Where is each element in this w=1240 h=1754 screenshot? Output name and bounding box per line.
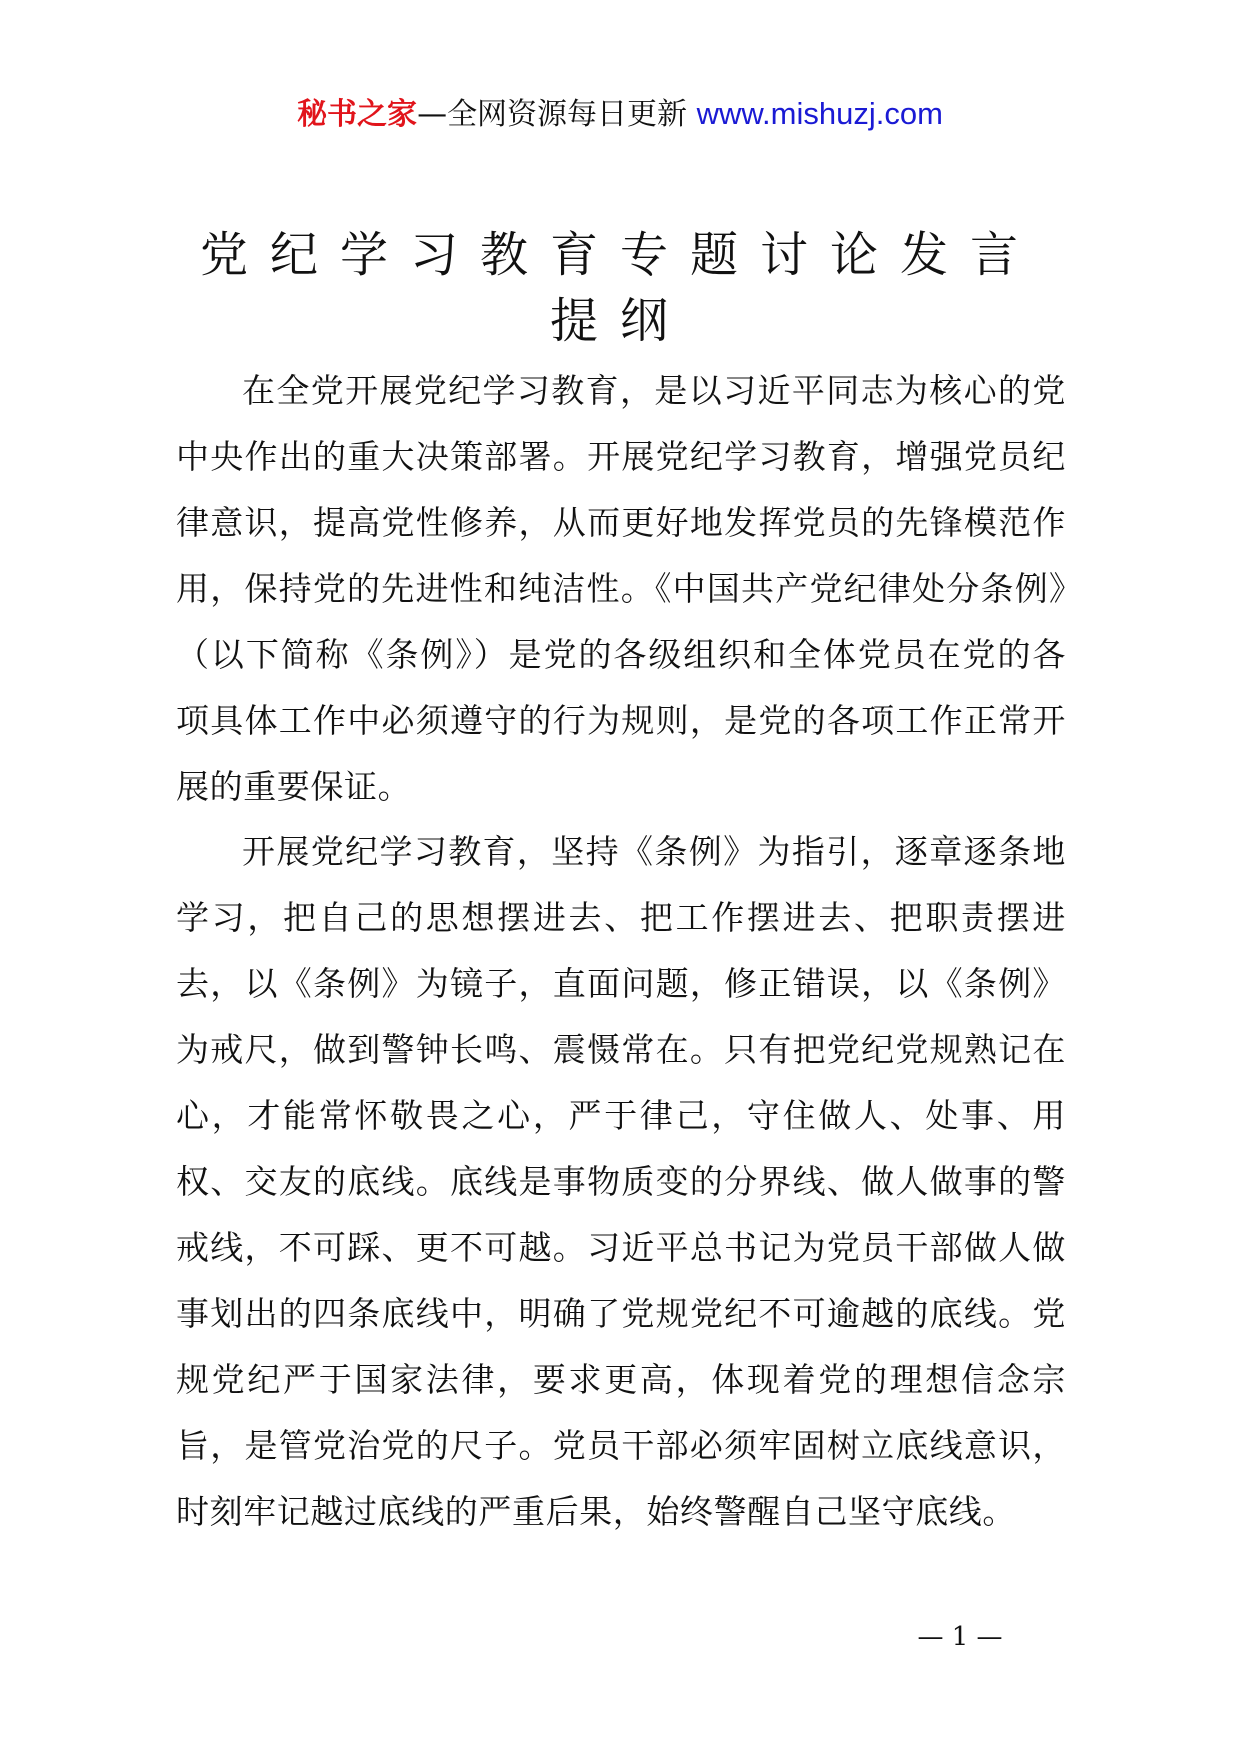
brand-slogan: —全网资源每日更新: [417, 97, 688, 132]
watermark-header: [0, 94, 1240, 135]
page-number: — 1 —: [917, 1622, 1003, 1652]
paragraph-2: 开展党纪学习教育，坚持《条例》为指引，逐章逐条地学习，把自己的思想摆进去、把工作摆进去、把职责摆进去，以《条例》为镜子，直面问题，修正错误，以《条例》为戒尺，做到警钟长鸣、震慑常在。只有把党纪党规熟记在心，才能常怀敬畏之心，严于律己，守住做人、处事、用权、交友的底线。底线是事物质变的分界线、做人做事的警戒线，不可踩、更不可越。习近平总书记为党员干部做人做事划出的四条底线中，明确了党规党纪不可逾越的底线。党规党纪严于国家法律，要求更高，体现着党的理想信念宗旨，是管党治党的尺子。党员干部必须牢固树立底线意识，时刻牢记越过底线的严重后果，始终警醒自己坚守底线。: [176, 832, 1066, 1531]
brand-name: 秘书之家: [297, 97, 418, 132]
site-url: www.mishuzj.com: [696, 96, 943, 131]
paragraph-1: 在全党开展党纪学习教育，是以习近平同志为核心的党中央作出的重大决策部署。开展党纪学习教育，增强党员纪律意识，提高党性修养，从而更好地发挥党员的先锋模范作用，保持党的先进性和纯洁性。《中国共产党纪律处分条例》（以下简称《条例》）是党的各级组织和全体党员在党的各项具体工作中必须遵守的行为规则，是党的各项工作正常开展的重要保证。: [176, 371, 1066, 806]
document-body: [176, 358, 1066, 1544]
document-title: 党纪学习教育专题讨论发言提纲: [199, 227, 1040, 349]
